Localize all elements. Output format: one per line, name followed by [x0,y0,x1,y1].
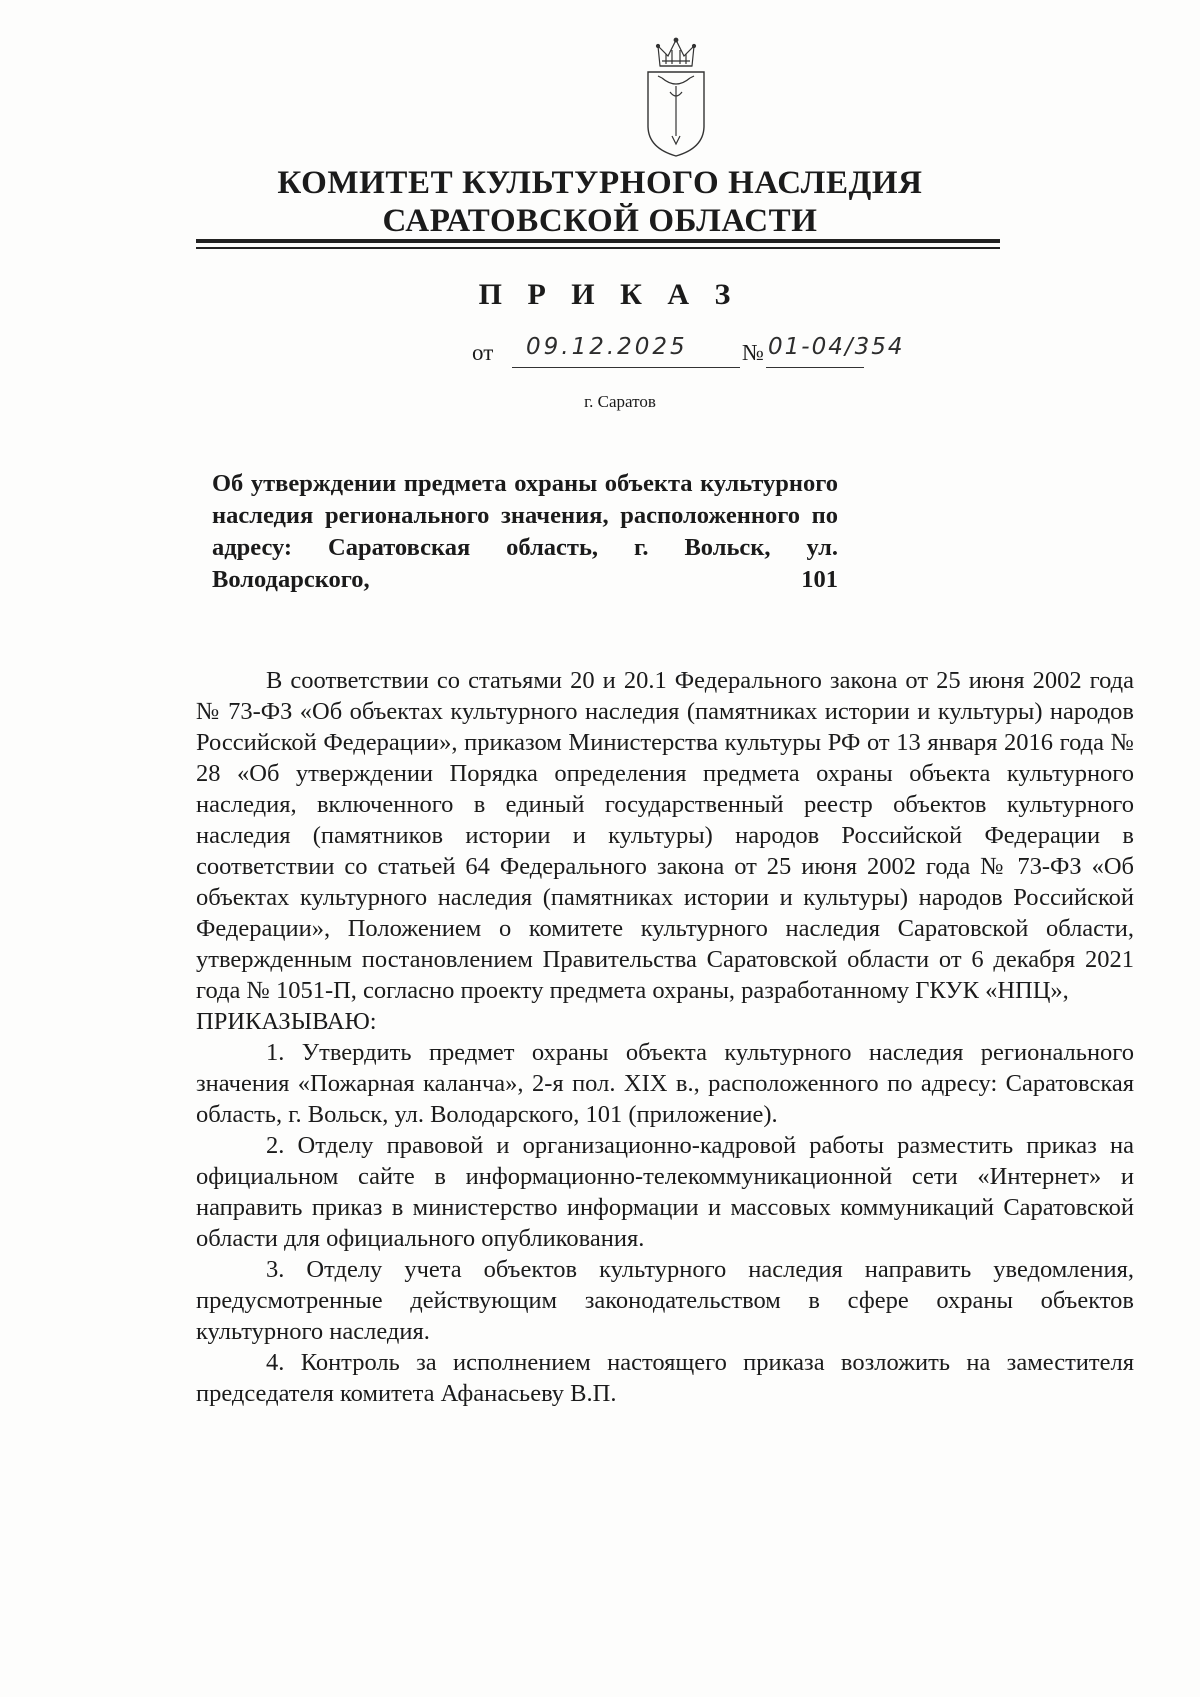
order-body [196,665,1134,1409]
header-divider-thick [196,239,1000,243]
organization-name-line-1: КОМИТЕТ КУЛЬТУРНОГО НАСЛЕДИЯ [277,165,923,201]
date-underline [512,367,740,368]
order-item: 4. Контроль за исполнением настоящего приказа возложить на заместителя председателя комитета Афанасьеву В.П. [196,1349,1134,1407]
order-subject: Об утверждении предмета охраны объекта культурного наследия регионального значения, расположенного по адресу: Саратовская область, г. Вольск, ул. Володарского, 101 [212,470,838,593]
handwritten-date: 09.12.2025 [526,334,688,360]
header-divider-thin [196,247,1000,249]
handwritten-number: 01-04/354 [768,334,905,360]
issue-city: г. Саратов [584,392,656,411]
date-prefix: от [472,340,494,365]
number-sign: № [742,340,764,365]
order-word: ПРИКАЗЫВАЮ: [196,1008,377,1035]
preamble-paragraph: В соответствии со статьями 20 и 20.1 Федерального закона от 25 июня 2002 года № 73-ФЗ «Об объектах культурного наследия (памятниках истории и культуры) народов Российской Федерации», приказом Министерства культуры РФ от 13 января 2016 года № 28 «Об утверждении Порядка определения предмета охраны объекта культурного наследия, включенного в единый государственный реестр объектов культурного наследия (памятников истории и культуры) народов Российской Федерации в соответствии со статьей 64 Федерального закона от 25 июня 2002 года № 73-ФЗ «Об объектах культурного наследия (памятниках истории и культуры) народов Российской Федерации», Положением о комитете культурного наследия Саратовской области, утвержденным постановлением Правительства Саратовской области от 6 декабря 2021 года № 1051-П, согласно проекту предмета охраны, разработанному ГКУК «НПЦ», [196,667,1134,1004]
order-item: 2. Отделу правовой и организационно-кадровой работы разместить приказ на официальном сайте в информационно-телекоммуникационной сети «Интернет» и направить приказ в министерство информации и массовых коммуникаций Саратовской области для официального опубликования. [196,1132,1134,1252]
date-number-line [470,334,990,374]
coat-of-arms-emblem [640,36,712,158]
order-item: 3. Отделу учета объектов культурного наследия направить уведомления, предусмотренные действующим законодательством в сфере охраны объектов культурного наследия. [196,1256,1134,1345]
document-type-title: П Р И К А З [478,278,740,311]
number-underline [766,367,864,368]
organization-name-line-2: САРАТОВСКОЙ ОБЛАСТИ [382,203,818,239]
order-item: 1. Утвердить предмет охраны объекта культурного наследия регионального значения «Пожарная каланча», 2-я пол. XIX в., расположенного по адресу: Саратовская область, г. Вольск, ул. Володарского, 101 (приложение). [196,1039,1134,1128]
